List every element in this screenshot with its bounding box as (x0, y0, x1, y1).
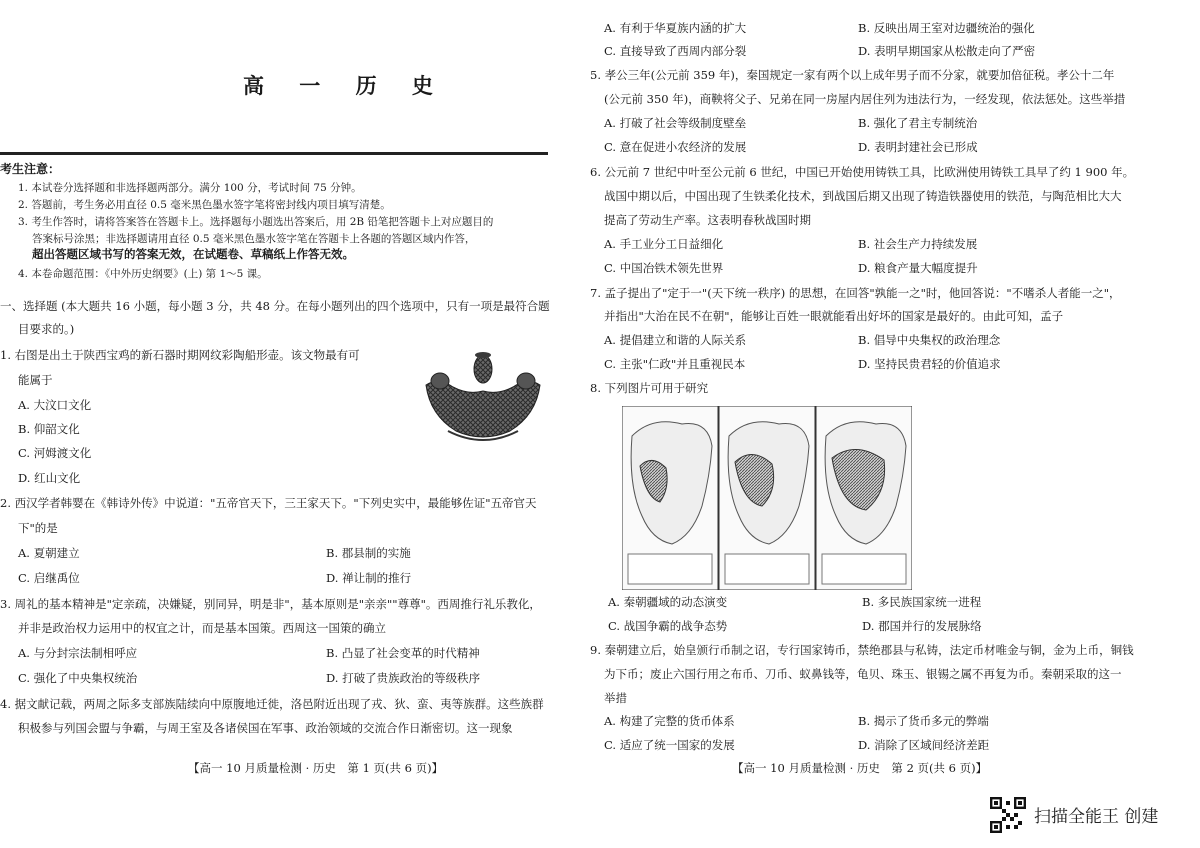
qr-code-icon (990, 797, 1026, 833)
title-rule (0, 152, 548, 155)
q6-stem-cont-2: 提高了劳动生产率。这表明春秋战国时期 (604, 213, 811, 227)
q3-stem-cont: 并非是政治权力运用中的权宜之计，而是基本国策。西周这一国策的确立 (18, 621, 386, 635)
q7-stem-cont: 并指出"大治在民不在朝"，能够让百姓一眼就能看出好坏的国家是最好的。由此可知，孟子 (604, 309, 1064, 323)
q2-option-d: D. 禅让制的推行 (326, 571, 412, 585)
q2-stem: 2. 西汉学者韩婴在《韩诗外传》中说道："五帝官天下，三王家天下。"下列史实中，最能够佐证"五帝官天 (0, 496, 537, 510)
note-3-cont: 答案标号涂黑；非选择题请用直径 0.5 毫米黑色墨水签字笔在答题卡上各题的答题区域内作答， (32, 233, 476, 245)
q1-option-a: A. 大汶口文化 (18, 398, 92, 412)
q4-stem: 4. 据文献记载，两周之际多支部族陆续向中原腹地迁徙，洛邑附近出现了戎、狄、蛮、夷等族群。这些族群 (0, 697, 544, 711)
q1-stem-cont: 能属于 (18, 373, 53, 387)
q8-map-figure (622, 406, 912, 590)
q6-stem: 6. 公元前 7 世纪中叶至公元前 6 世纪，中国已开始使用铸铁工具，比欧洲使用铸铁工具早了约 1 900 年。 (590, 165, 1135, 179)
q8-stem: 8. 下列图片可用于研究 (590, 381, 709, 395)
q5-option-b: B. 强化了君主专制统治 (858, 116, 978, 130)
page-1-footer: 【高一 10 月质量检测 · 历史 第 1 页(共 6 页)】 (188, 761, 444, 775)
q5-stem-cont: (公元前 350 年)，商鞅将父子、兄弟在同一房屋内居住列为违法行为，一经发现，依法惩处。这些举措 (604, 92, 1126, 106)
q3-option-b: B. 凸显了社会变革的时代精神 (326, 646, 480, 660)
q9-stem-cont: 为下币；废止六国行用之布币、刀币、蚁鼻钱等，龟贝、珠玉、银锡之属不再复为币。秦朝采取的这一 (604, 667, 1122, 681)
q2-option-b: B. 郡县制的实施 (326, 546, 411, 560)
section-heading: 一、选择题 (本大题共 16 小题，每小题 3 分，共 48 分。在每小题列出的四个选项中，只有一项是最符合题 (0, 299, 550, 313)
exam-title: 高 一 历 史 (243, 73, 447, 98)
q4-option-b: B. 反映出周王室对边疆统治的强化 (858, 21, 1035, 35)
q2-stem-cont: 下"的是 (18, 521, 58, 535)
q5-option-a: A. 打破了社会等级制度壁垒 (604, 116, 747, 130)
q8-option-b: B. 多民族国家统一进程 (862, 595, 982, 609)
q9-option-d: D. 消除了区域间经济差距 (858, 738, 990, 752)
q9-stem: 9. 秦朝建立后，始皇颁行币制之诏，专行国家铸币，禁绝郡县与私铸，法定币材唯金与铜，金为上币，铜钱 (590, 643, 1134, 657)
note-4: 4. 本卷命题范围：《中外历史纲要》(上) 第 1～5 课。 (18, 268, 268, 280)
map-panel-2 (719, 406, 815, 590)
q8-option-a: A. 秦朝疆域的动态演变 (608, 595, 728, 609)
q7-option-c: C. 主张"仁政"并且重视民本 (604, 357, 746, 371)
q6-option-a: A. 手工业分工日益细化 (604, 237, 724, 251)
q7-option-d: D. 坚持民贵君轻的价值追求 (858, 357, 1001, 371)
q6-option-c: C. 中国冶铁术领先世界 (604, 261, 724, 275)
q1-stem: 1. 右图是出土于陕西宝鸡的新石器时期网纹彩陶船形壶。该文物最有可 (0, 348, 360, 362)
map-panel-1 (622, 406, 718, 590)
section-heading-cont: 目要求的。) (18, 322, 75, 336)
map-panel-3 (816, 406, 912, 590)
q6-stem-cont: 战国中期以后，中国出现了生铁柔化技术，到战国后期又出现了铸造铁器使用的铁范，与陶范相比大大 (604, 189, 1122, 203)
q3-stem: 3. 周礼的基本精神是"定亲疏，决嫌疑，别同异，明是非"，基本原则是"亲亲""尊尊"。西周推行礼乐教化， (0, 597, 541, 611)
q9-stem-cont-2: 举措 (604, 691, 627, 705)
q8-option-c: C. 战国争霸的战争态势 (608, 619, 728, 633)
q4-stem-cont: 积极参与列国会盟与争霸，与周王室及各诸侯国在军事、政治领域的交流合作日渐密切。这一现象 (18, 721, 513, 735)
q8-option-d: D. 郡国并行的发展脉络 (862, 619, 982, 633)
q1-option-d: D. 红山文化 (18, 471, 81, 485)
note-2: 2. 答题前，考生务必用直径 0.5 毫米黑色墨水签字笔将密封线内项目填写清楚。 (18, 199, 391, 211)
q5-option-d: D. 表明封建社会已形成 (858, 140, 978, 154)
q6-option-d: D. 粮食产量大幅度提升 (858, 261, 978, 275)
q7-option-a: A. 提倡建立和谐的人际关系 (604, 333, 747, 347)
note-1: 1. 本试卷分选择题和非选择题两部分。满分 100 分，考试时间 75 分钟。 (18, 182, 362, 194)
page-1 (0, 0, 590, 848)
q7-stem: 7. 孟子提出了"定于一"(天下统一秩序) 的思想，在回答"孰能一之"时，他回答说："不嗜杀人者能一之"， (590, 286, 1121, 300)
q5-option-c: C. 意在促进小农经济的发展 (604, 140, 747, 154)
q1-option-b: B. 仰韶文化 (18, 422, 80, 436)
scanner-watermark: 扫描全能王 创建 (1034, 807, 1159, 827)
q9-option-b: B. 揭示了货币多元的弊端 (858, 714, 989, 728)
q4-option-d: D. 表明早期国家从松散走向了严密 (858, 44, 1036, 58)
pottery-vessel-image (418, 345, 548, 445)
q1-option-c: C. 河姆渡文化 (18, 446, 92, 460)
q3-option-a: A. 与分封宗法制相呼应 (18, 646, 138, 660)
q9-option-c: C. 适应了统一国家的发展 (604, 738, 735, 752)
q3-option-d: D. 打破了贵族政治的等级秩序 (326, 671, 481, 685)
q2-option-a: A. 夏朝建立 (18, 546, 80, 560)
page-2-footer: 【高一 10 月质量检测 · 历史 第 2 页(共 6 页)】 (732, 761, 988, 775)
q4-option-c: C. 直接导致了西周内部分裂 (604, 44, 747, 58)
q9-option-a: A. 构建了完整的货币体系 (604, 714, 735, 728)
notes-heading: 考生注意： (0, 162, 61, 176)
q7-option-b: B. 倡导中央集权的政治理念 (858, 333, 1001, 347)
q5-stem: 5. 孝公三年(公元前 359 年)，秦国规定一家有两个以上成年男子而不分家，就要加倍征税。孝公十二年 (590, 68, 1115, 82)
q6-option-b: B. 社会生产力持续发展 (858, 237, 978, 251)
q4-option-a: A. 有利于华夏族内涵的扩大 (604, 21, 747, 35)
note-3: 3. 考生作答时，请将答案答在答题卡上。选择题每小题选出答案后，用 2B 铅笔把答题卡上对应题目的 (18, 216, 494, 228)
q2-option-c: C. 启继禹位 (18, 571, 80, 585)
q3-option-c: C. 强化了中央集权统治 (18, 671, 138, 685)
note-3-emphasis: 超出答题区域书写的答案无效，在试题卷、草稿纸上作答无效。 (32, 247, 354, 261)
